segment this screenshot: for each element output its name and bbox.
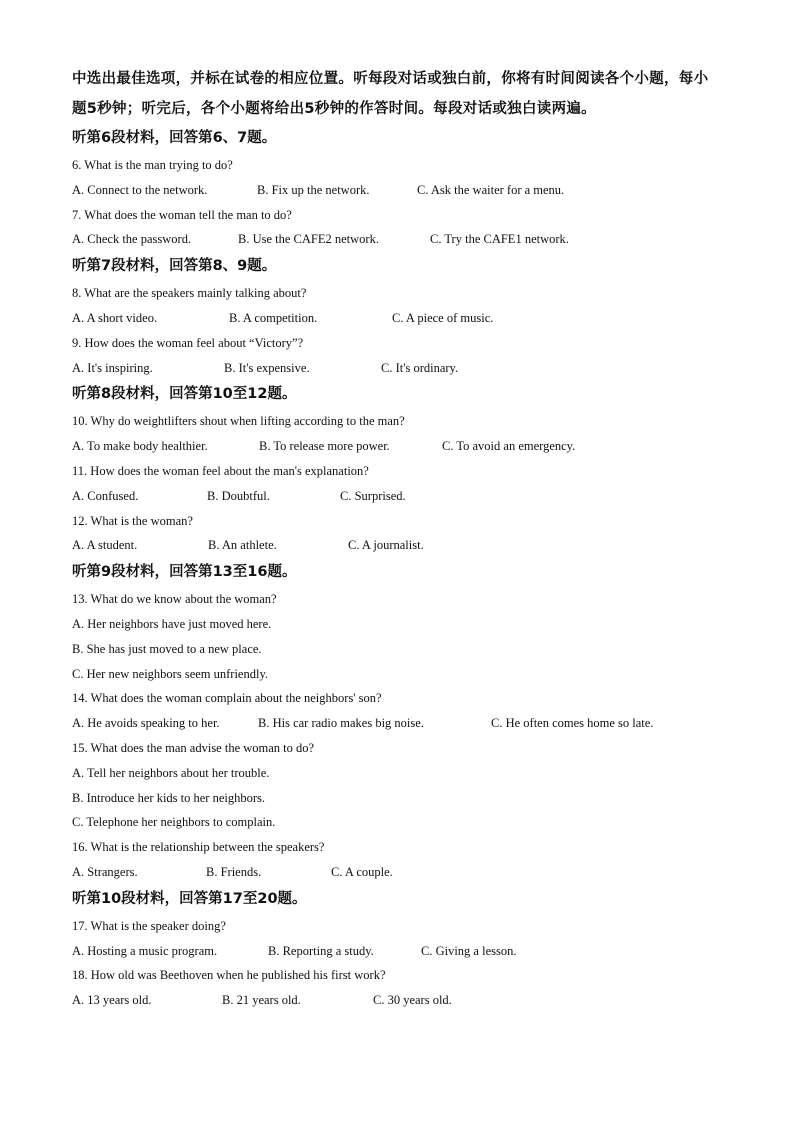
- options-row: [72, 711, 722, 736]
- option-b: B. Doubtful.: [207, 488, 270, 503]
- listening-instructions: 中选出最佳选项，并标在试卷的相应位置。听每段对话或独白前，你将有时间阅读各个小题，每小题5秒钟；听完后，各个小题将给出5秒钟的作答时间。每段对话或独白读两遍。: [72, 71, 709, 117]
- option-c: C. To avoid an emergency.: [442, 439, 576, 454]
- options-row: [72, 988, 722, 1013]
- question-13: 13. What do we know about the woman?: [72, 592, 277, 607]
- options-row: [72, 178, 722, 203]
- option-c: C. Ask the waiter for a menu.: [417, 182, 565, 197]
- options-row: [72, 227, 722, 252]
- option-b: B. Fix up the network.: [257, 182, 370, 197]
- option-b: B. An athlete.: [208, 538, 277, 553]
- question-10: 10. Why do weightlifters shout when lifting according to the man?: [72, 414, 405, 429]
- options-row: [72, 434, 722, 459]
- option-b: B. A competition.: [229, 310, 318, 325]
- option-a: A. Check the password.: [72, 232, 192, 247]
- question-17: 17. What is the speaker doing?: [72, 918, 226, 933]
- option-b: B. Use the CAFE2 network.: [238, 232, 379, 247]
- option-b: B. It's expensive.: [224, 360, 310, 375]
- options-row: [72, 860, 722, 885]
- section-heading: 听第6段材料，回答第6、7题。: [72, 130, 277, 146]
- option-a: A. Tell her neighbors about her trouble.: [72, 765, 270, 780]
- option-a: A. Hosting a music program.: [72, 943, 218, 958]
- option-a: A. A short video.: [72, 310, 158, 325]
- section-heading: 听第7段材料，回答第8、9题。: [72, 258, 277, 275]
- option-a: A. A student.: [72, 538, 138, 553]
- option-a: A. To make body healthier.: [72, 439, 208, 454]
- section-heading: 听第9段材料，回答第13至16题。: [72, 564, 297, 581]
- option-c: C. 30 years old.: [373, 993, 452, 1008]
- option-a: A. Connect to the network.: [72, 182, 208, 197]
- option-c: C. Surprised.: [340, 488, 406, 503]
- option-a: A. 13 years old.: [72, 993, 152, 1008]
- question-15: 15. What does the man advise the woman to do?: [72, 740, 315, 755]
- options-row: [72, 533, 722, 558]
- option-c: C. Giving a lesson.: [421, 943, 517, 958]
- question-14: 14. What does the woman complain about the neighbors' son?: [72, 691, 382, 706]
- option-b: B. His car radio makes big noise.: [258, 716, 424, 731]
- exam-page: [72, 64, 722, 1013]
- option-c: C. Her new neighbors seem unfriendly.: [72, 666, 269, 681]
- option-b: B. Introduce her kids to her neighbors.: [72, 790, 266, 805]
- options-row: [72, 306, 722, 331]
- question-9: 9. How does the woman feel about “Victory”?: [72, 335, 304, 350]
- option-b: B. To release more power.: [259, 439, 390, 454]
- question-12: 12. What is the woman?: [72, 513, 193, 528]
- option-b: B. She has just moved to a new place.: [72, 641, 262, 656]
- options-row: [72, 356, 722, 381]
- option-a: A. Confused.: [72, 488, 139, 503]
- option-c: C. A couple.: [331, 864, 393, 879]
- question-6: 6. What is the man trying to do?: [72, 158, 233, 172]
- option-b: B. Reporting a study.: [268, 943, 374, 958]
- option-b: B. Friends.: [206, 864, 262, 879]
- question-7: 7. What does the woman tell the man to do?: [72, 207, 292, 222]
- section-heading: 听第10段材料，回答第17至20题。: [72, 890, 307, 907]
- option-c: C. A journalist.: [348, 538, 424, 553]
- option-c: C. He often comes home so late.: [491, 716, 654, 731]
- option-c: C. It's ordinary.: [381, 360, 459, 375]
- option-a: A. He avoids speaking to her.: [72, 716, 220, 731]
- question-16: 16. What is the relationship between the speakers?: [72, 840, 325, 855]
- option-a: A. It's inspiring.: [72, 360, 153, 375]
- question-8: 8. What are the speakers mainly talking about?: [72, 286, 307, 301]
- option-c: C. Try the CAFE1 network.: [430, 232, 569, 247]
- option-c: C. Telephone her neighbors to complain.: [72, 815, 276, 830]
- options-row: [72, 484, 722, 509]
- question-11: 11. How does the woman feel about the man's explanation?: [72, 463, 369, 478]
- section-heading: 听第8段材料，回答第10至12题。: [72, 386, 297, 403]
- question-18: 18. How old was Beethoven when he published his first work?: [72, 968, 386, 983]
- options-row: [72, 939, 722, 964]
- option-a: A. Her neighbors have just moved here.: [72, 616, 272, 631]
- option-c: C. A piece of music.: [392, 310, 494, 325]
- option-a: A. Strangers.: [72, 864, 138, 879]
- option-b: B. 21 years old.: [222, 993, 301, 1008]
